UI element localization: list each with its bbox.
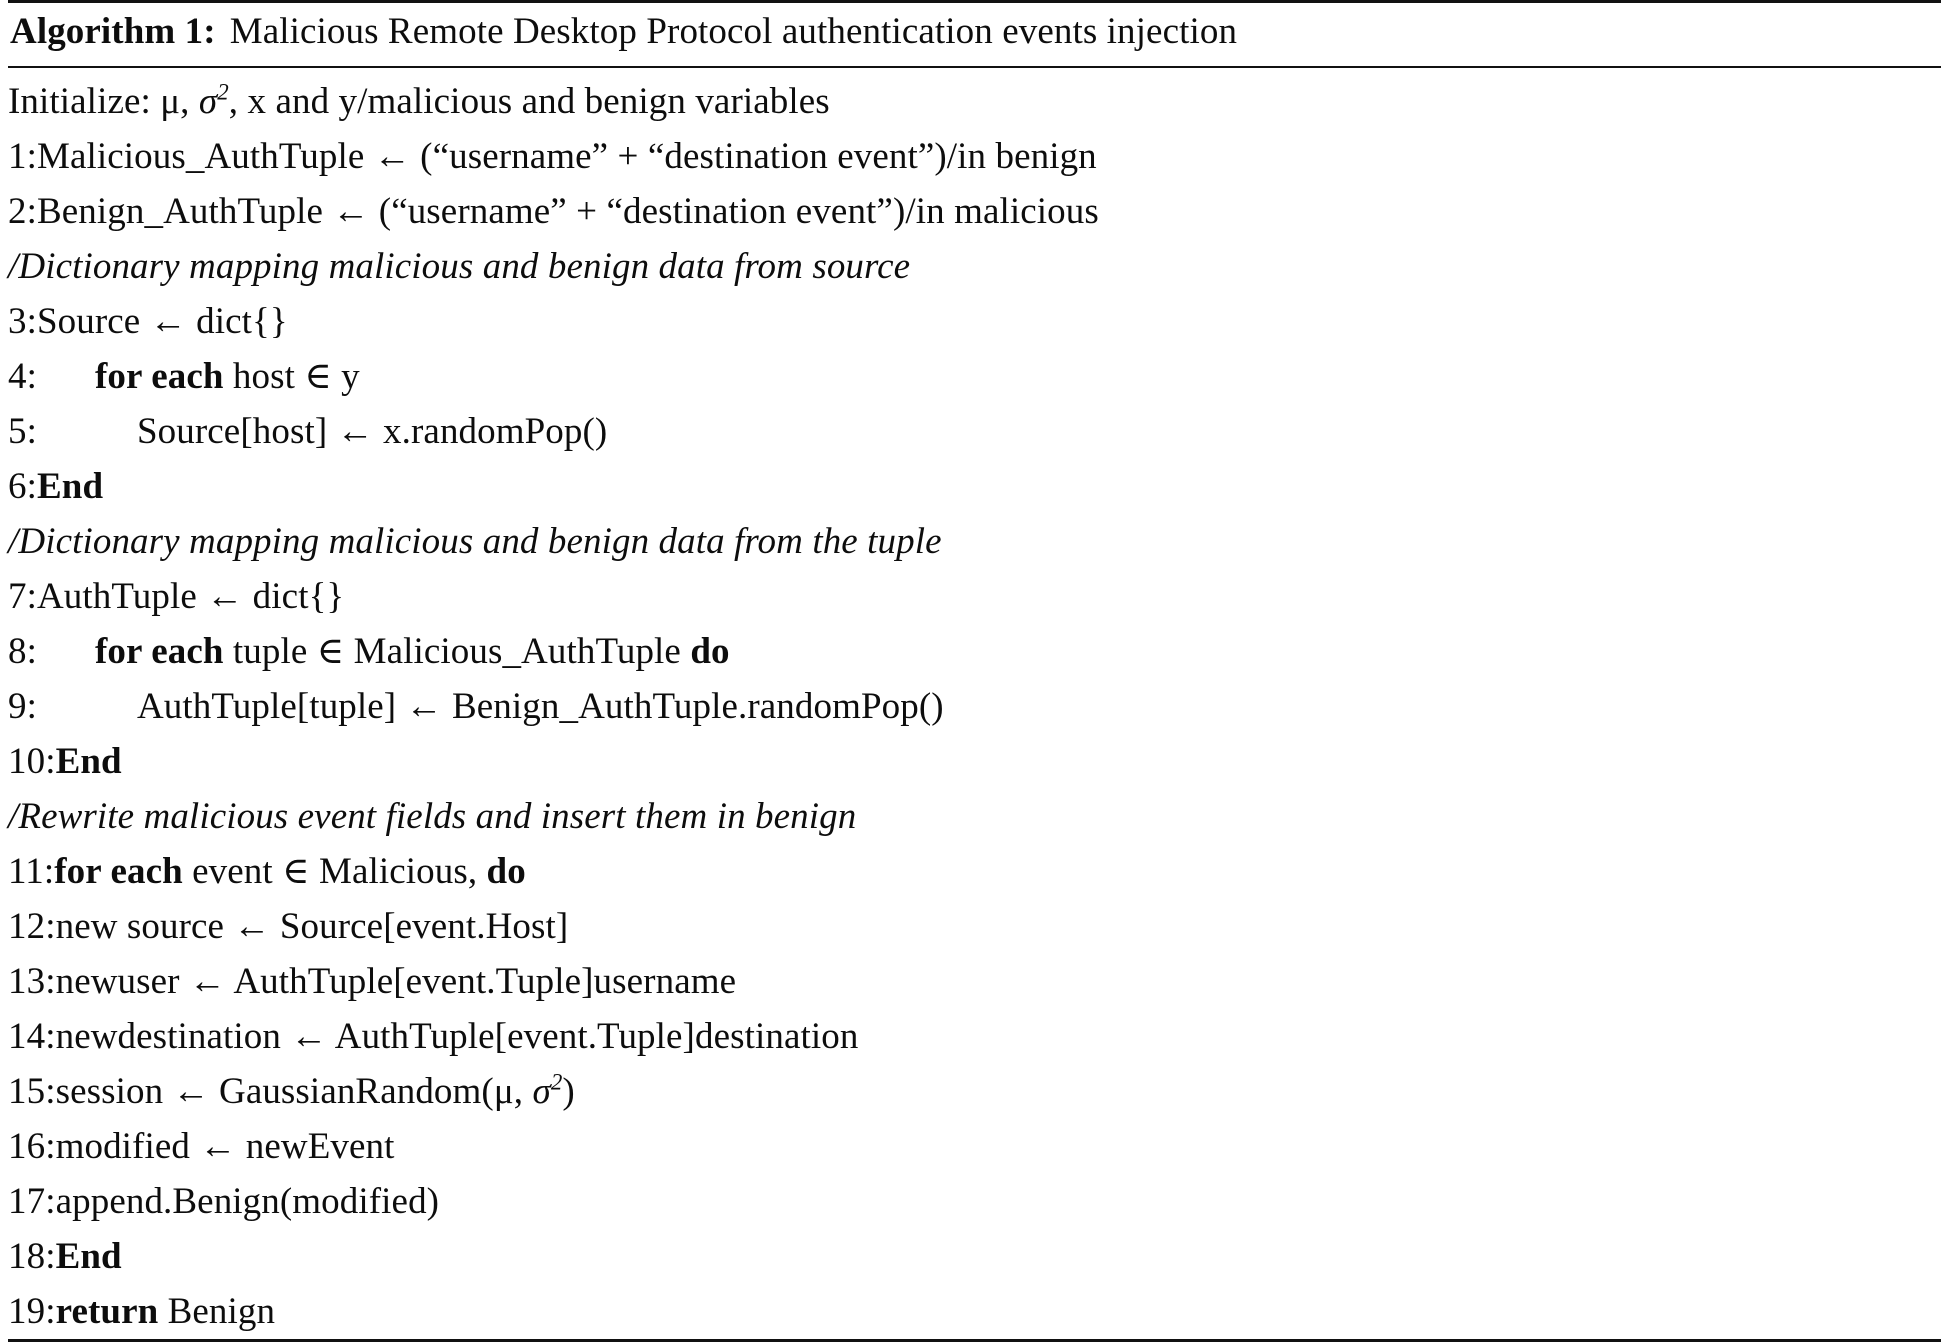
keyword: return — [55, 1291, 159, 1332]
line-body: tuple ∈ Malicious_AuthTuple — [223, 631, 691, 672]
line-text: /Dictionary mapping malicious and benign data from source — [8, 246, 911, 287]
algorithm-line — [8, 404, 1941, 459]
line-number: 8: — [8, 631, 37, 672]
line-body-prefix: session ← GaussianRandom(μ, — [55, 1071, 533, 1112]
algorithm-line — [8, 569, 1941, 624]
keyword: for each — [54, 851, 183, 892]
line-number: 4: — [8, 356, 37, 397]
line-text: new source ← Source[event.Host] — [55, 906, 569, 947]
keyword: End — [36, 466, 104, 507]
line-body-suffix: ) — [562, 1071, 575, 1112]
keyword: for each — [94, 356, 224, 397]
line-text — [37, 356, 360, 397]
line-text — [8, 81, 830, 122]
line-text: newdestination ← AuthTuple[event.Tuple]destination — [55, 1016, 859, 1057]
line-body: Benign — [158, 1291, 276, 1332]
line-text — [54, 851, 526, 892]
line-number: 1: — [8, 136, 37, 177]
line-number: 19: — [8, 1291, 56, 1332]
algorithm-line — [8, 514, 1941, 569]
line-text: modified ← newEvent — [55, 1126, 395, 1167]
line-text: Source[host] ← x.randomPop() — [136, 411, 608, 452]
line-text — [56, 1071, 575, 1112]
line-text: append.Benign(modified) — [55, 1181, 440, 1222]
line-text: AuthTuple ← dict{} — [36, 576, 345, 617]
line-text: AuthTuple[tuple] ← Benign_AuthTuple.randomPop() — [136, 686, 944, 727]
algorithm-line — [8, 184, 1941, 239]
keyword-trailing: do — [690, 631, 730, 672]
line-text — [56, 741, 122, 782]
algorithm-title: Malicious Remote Desktop Protocol authentication events injection — [229, 11, 1238, 52]
algorithm-line — [8, 844, 1941, 899]
line-text: /Rewrite malicious event fields and insert them in benign — [8, 796, 857, 837]
sigma-exponent: 2 — [217, 79, 229, 105]
algorithm-line — [8, 459, 1941, 514]
line-number: 3: — [8, 301, 37, 342]
line-number: 10: — [8, 741, 56, 782]
algorithm-line — [8, 349, 1941, 404]
algorithm-line — [8, 1284, 1941, 1339]
line-number: 14: — [8, 1016, 56, 1057]
line-number: 17: — [8, 1181, 56, 1222]
algorithm-line — [8, 679, 1941, 734]
line-body: host ∈ y — [223, 356, 360, 397]
line-text — [37, 466, 103, 507]
line-number: 9: — [8, 686, 37, 727]
line-number: 13: — [8, 961, 56, 1002]
line-number: 2: — [8, 191, 37, 232]
algorithm-line — [8, 1064, 1941, 1119]
algorithm-line — [8, 129, 1941, 184]
keyword: End — [55, 1236, 122, 1277]
line-text: /Dictionary mapping malicious and benign data from the tuple — [8, 521, 942, 562]
algorithm-line — [8, 789, 1941, 844]
line-number: 15: — [8, 1071, 56, 1112]
algorithm-line — [8, 239, 1941, 294]
line-number: 16: — [8, 1126, 56, 1167]
algorithm-line — [8, 1174, 1941, 1229]
line-number: 12: — [8, 906, 56, 947]
algorithm-line — [8, 1119, 1941, 1174]
algorithm-line — [8, 624, 1941, 679]
line-text — [37, 631, 730, 672]
keyword: for each — [94, 631, 224, 672]
line-text — [56, 1291, 276, 1332]
algorithm-line — [8, 899, 1941, 954]
line-number: 6: — [8, 466, 37, 507]
line-body: event ∈ Malicious, — [182, 851, 487, 892]
algorithm-label: Algorithm 1: — [10, 11, 216, 52]
line-text: Source ← dict{} — [36, 301, 288, 342]
algorithm-line — [8, 734, 1941, 789]
sigma-symbol: $\sigma^2$ — [532, 1069, 563, 1112]
line-number: 7: — [8, 576, 37, 617]
keyword: End — [55, 741, 122, 782]
algorithm-line — [8, 74, 1941, 129]
line-text: Benign_AuthTuple ← (“username” + “destination event”)/in malicious — [36, 191, 1099, 232]
sigma-symbol: $\sigma^2$ — [198, 79, 229, 122]
keyword-trailing: do — [486, 851, 526, 892]
line-text: Malicious_AuthTuple ← (“username” + “destination event”)/in benign — [36, 136, 1097, 177]
line-number: 5: — [8, 411, 37, 452]
algorithm-line — [8, 294, 1941, 349]
algorithm-caption — [8, 3, 1941, 63]
algorithm-line — [8, 954, 1941, 1009]
line-body-suffix: , x and y/malicious and benign variables — [228, 81, 830, 122]
algorithm-line — [8, 1009, 1941, 1064]
algorithm-steps — [8, 68, 1941, 1339]
line-body-prefix: Initialize: μ, — [8, 81, 199, 122]
line-number: 11: — [8, 851, 55, 892]
line-number: 18: — [8, 1236, 56, 1277]
sigma-exponent: 2 — [550, 1069, 563, 1095]
line-text: newuser ← AuthTuple[event.Tuple]username — [55, 961, 737, 1002]
line-text — [56, 1236, 122, 1277]
algorithm-line — [8, 1229, 1941, 1284]
